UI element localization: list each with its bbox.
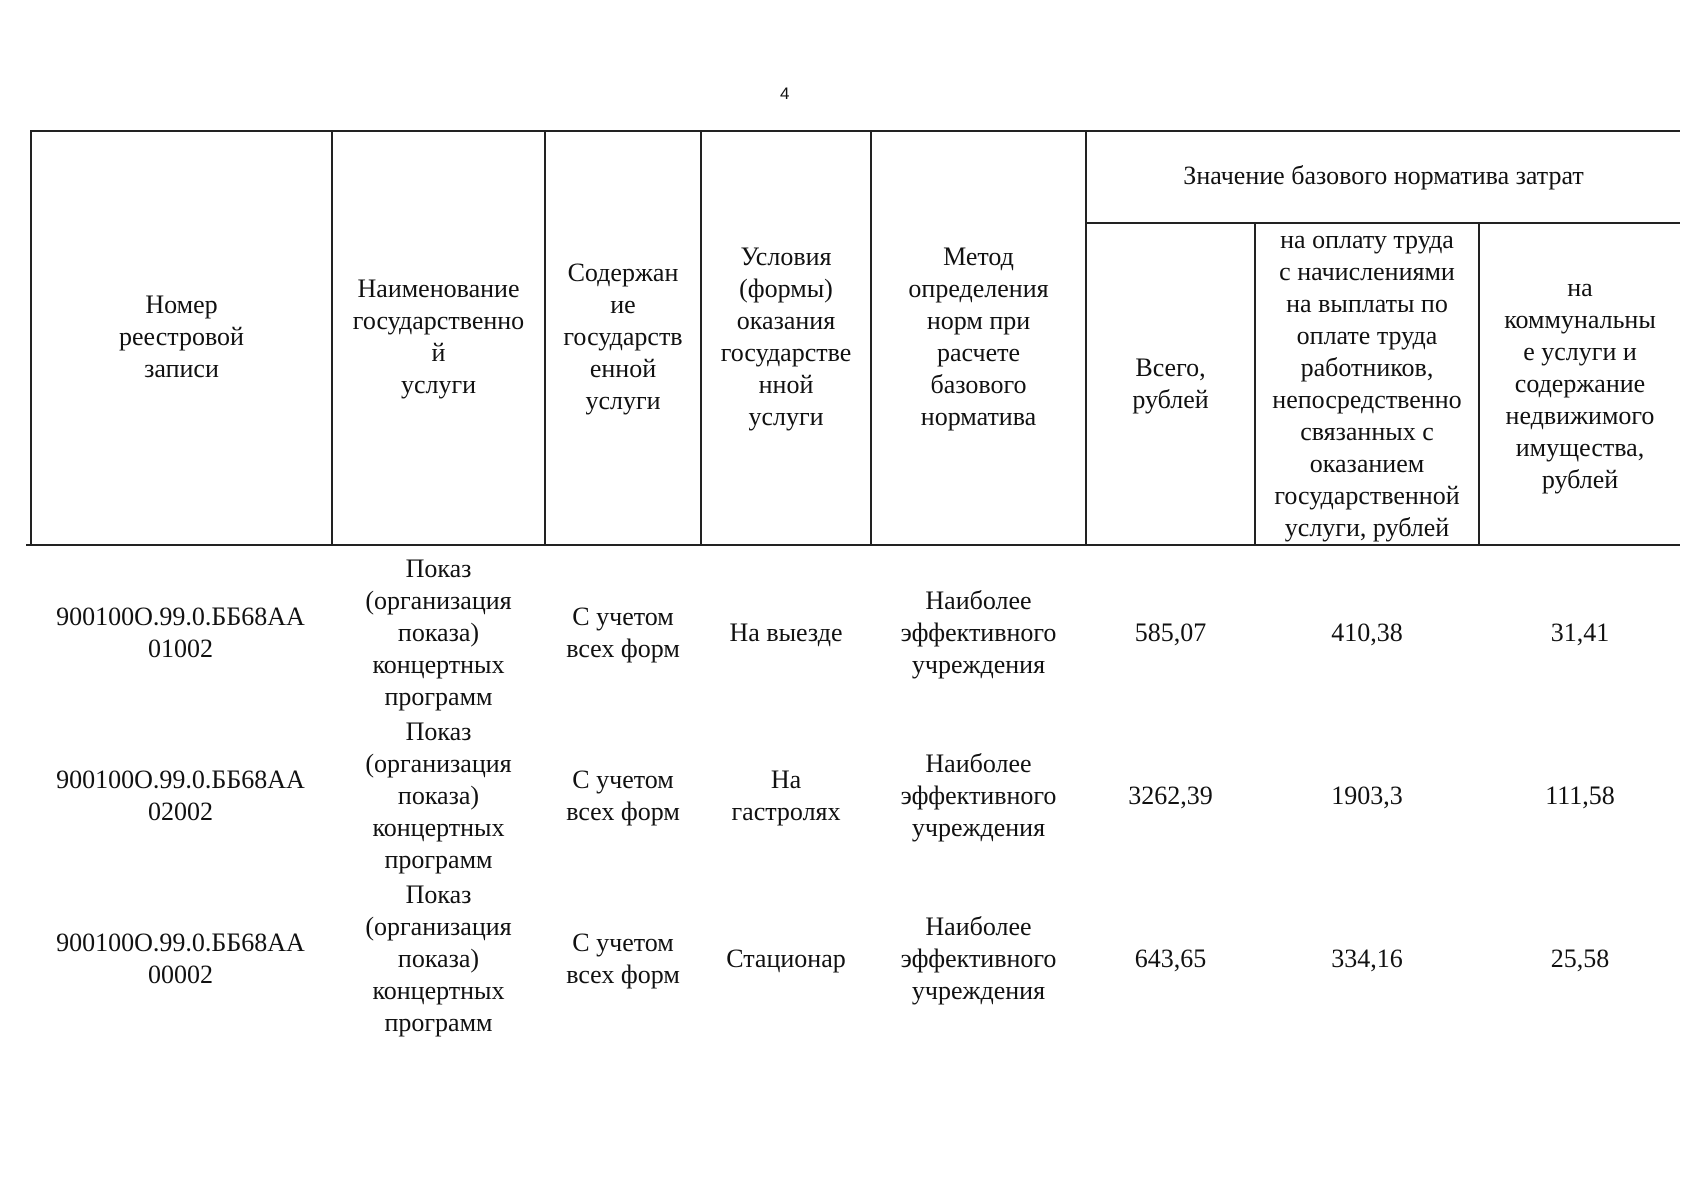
- cell-service-name: Показ (организация показа) концертных программ: [365, 717, 512, 874]
- cell-method: Наиболее эффективного учреждения: [900, 912, 1057, 1005]
- cell-registry-number: 900100О.99.0.ББ68АА 00002: [56, 928, 305, 989]
- cell-service-content: С учетом всех форм: [566, 602, 680, 663]
- header-utilities: на коммунальны е услуги и содержание недвижимого имущества, рублей: [1504, 273, 1656, 494]
- cell-registry-number: 900100О.99.0.ББ68АА 01002: [56, 602, 305, 663]
- cell-conditions: На выезде: [729, 618, 843, 647]
- header-conditions: Условия (формы) оказания государстве нной услуги: [720, 242, 852, 431]
- cell-total: 643,65: [1134, 944, 1207, 973]
- cell-service-content: С учетом всех форм: [566, 765, 680, 826]
- header-labor: на оплату труда с начислениями на выплаты по оплате труда работников, непосредственно связанных с оказанием государственной услуги, рублей: [1272, 225, 1462, 542]
- cell-labor: 334,16: [1331, 944, 1403, 973]
- header-group-title: Значение базового норматива затрат: [1183, 161, 1584, 190]
- cell-conditions: Стационар: [726, 944, 846, 973]
- cell-utilities: 31,41: [1550, 618, 1610, 647]
- cell-total: 3262,39: [1128, 781, 1213, 810]
- page-number: 4: [780, 84, 790, 103]
- header-service-name: Наименование государственно й услуги: [352, 274, 525, 399]
- table-row: [30, 878, 1680, 1040]
- header-registry-number: Номер реестровой записи: [119, 290, 244, 383]
- table-row: [30, 552, 1680, 714]
- cell-labor: 410,38: [1331, 618, 1403, 647]
- cell-service-name: Показ (организация показа) концертных программ: [365, 880, 512, 1037]
- cell-utilities: 25,58: [1550, 944, 1610, 973]
- cell-total: 585,07: [1134, 618, 1207, 647]
- cell-service-name: Показ (организация показа) концертных программ: [365, 554, 512, 711]
- cell-method: Наиболее эффективного учреждения: [900, 586, 1057, 679]
- cell-labor: 1903,3: [1331, 781, 1403, 810]
- cell-service-content: С учетом всех форм: [566, 928, 680, 989]
- cell-registry-number: 900100О.99.0.ББ68АА 02002: [56, 765, 305, 826]
- cell-conditions: На гастролях: [731, 765, 841, 826]
- table-row: [30, 715, 1680, 877]
- table-header: [30, 130, 1680, 546]
- header-total: Всего, рублей: [1132, 353, 1209, 414]
- header-method: Метод определения норм при расчете базового норматива: [908, 242, 1049, 431]
- cell-utilities: 111,58: [1545, 781, 1615, 810]
- cell-method: Наиболее эффективного учреждения: [900, 749, 1057, 842]
- header-bottom-border: [26, 544, 1680, 546]
- header-service-content: Содержан ие государств енной услуги: [563, 258, 683, 415]
